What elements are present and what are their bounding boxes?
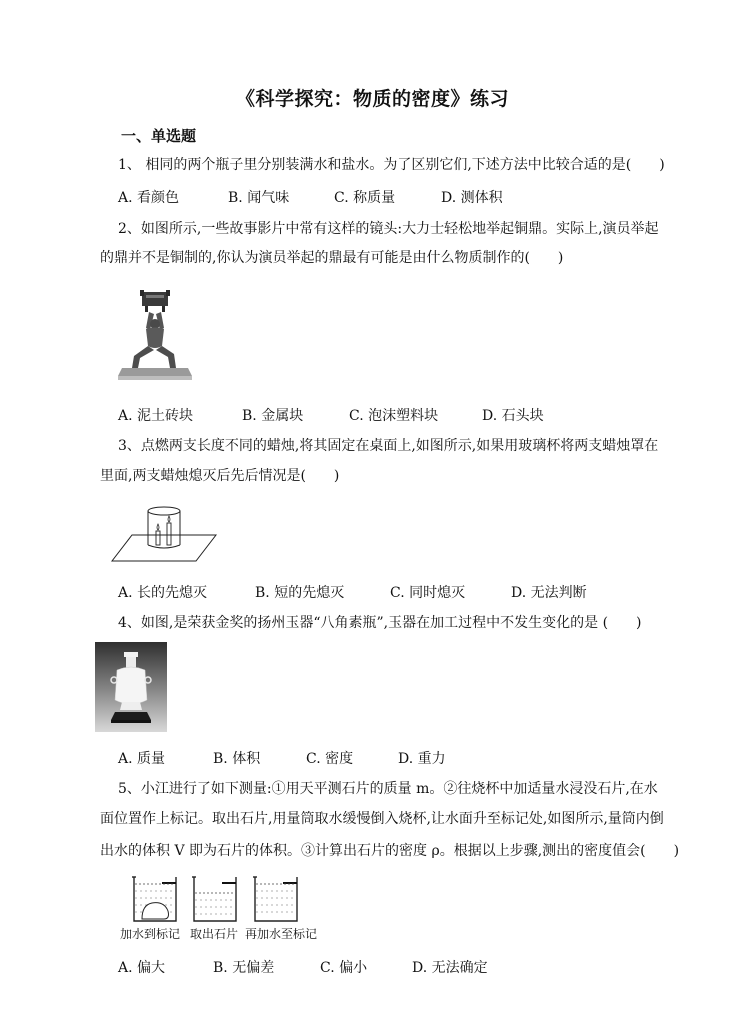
three-beakers-diagram — [128, 873, 308, 925]
question-5-line-2: 面位置作上标记。取出石片,用量筒取水缓慢倒入烧杯,让水面升至标记处,如图所示,量筒内倒 — [100, 811, 664, 827]
beaker-label-2: 取出石片 — [190, 927, 239, 941]
candles-under-glass-diagram — [110, 499, 220, 565]
q3-option-a[interactable]: A. 长的先熄灭 — [118, 585, 208, 601]
question-1-text: 1、 相同的两个瓶子里分别装满水和盐水。为了区别它们,下述方法中比较合适的是( ) — [118, 157, 665, 173]
q1-option-c[interactable]: C. 称质量 — [334, 190, 396, 206]
q3-option-d[interactable]: D. 无法判断 — [511, 585, 587, 601]
q3-option-c[interactable]: C. 同时熄灭 — [390, 585, 466, 601]
q4-option-a[interactable]: A. 质量 — [118, 751, 166, 767]
q5-option-b[interactable]: B. 无偏差 — [213, 960, 275, 976]
q1-option-a[interactable]: A. 看颜色 — [118, 190, 180, 206]
q5-option-c[interactable]: C. 偏小 — [320, 960, 368, 976]
q5-option-d[interactable]: D. 无法确定 — [412, 960, 488, 976]
question-5-line-1: 5、小江进行了如下测量:①用天平测石片的质量 m。②往烧杯中加适量水浸没石片,在水 — [118, 781, 658, 797]
beaker-stone-removed — [192, 877, 236, 921]
strongman-lifting-cauldron-image — [116, 284, 194, 384]
beaker-with-stone — [132, 877, 176, 921]
q1-option-b[interactable]: B. 闻气味 — [228, 190, 290, 206]
question-2-line-2: 的鼎并不是铜制的,你认为演员举起的鼎最有可能是由什么物质制作的( ) — [100, 250, 564, 266]
page-title: 《科学探究：物质的密度》练习 — [235, 88, 509, 110]
question-4-text: 4、如图,是荣获金奖的扬州玉器“八角素瓶”,玉器在加工过程中不发生变化的是 ( ) — [118, 615, 642, 631]
beaker-refilled — [253, 877, 297, 921]
question-2-line-1: 2、如图所示,一些故事影片中常有这样的镜头:大力士轻松地举起铜鼎。实际上,演员举起 — [118, 221, 659, 237]
q2-option-c[interactable]: C. 泡沫塑料块 — [349, 408, 439, 424]
q2-option-d[interactable]: D. 石头块 — [482, 408, 544, 424]
beaker-label-3: 再加水至标记 — [245, 927, 318, 941]
q3-option-b[interactable]: B. 短的先熄灭 — [255, 585, 345, 601]
question-3-line-1: 3、点燃两支长度不同的蜡烛,将其固定在桌面上,如图所示,如果用玻璃杯将两支蜡烛罩在 — [118, 438, 659, 454]
q2-option-b[interactable]: B. 金属块 — [242, 408, 304, 424]
section-heading: 一、单选题 — [121, 127, 197, 145]
question-3-line-2: 里面,两支蜡烛熄灭后先后情况是( ) — [100, 468, 340, 484]
question-5-line-3: 出水的体积 V 即为石片的体积。③计算出石片的密度 ρ。根据以上步骤,测出的密度值会( ) — [100, 843, 680, 859]
beaker-label-1: 加水到标记 — [120, 927, 181, 941]
q4-option-d[interactable]: D. 重力 — [398, 751, 446, 767]
jade-octagonal-vase-image — [95, 642, 167, 732]
q1-option-d[interactable]: D. 测体积 — [441, 190, 503, 206]
q5-option-a[interactable]: A. 偏大 — [118, 960, 166, 976]
q2-option-a[interactable]: A. 泥土砖块 — [118, 408, 194, 424]
q4-option-b[interactable]: B. 体积 — [213, 751, 261, 767]
q4-option-c[interactable]: C. 密度 — [306, 751, 354, 767]
